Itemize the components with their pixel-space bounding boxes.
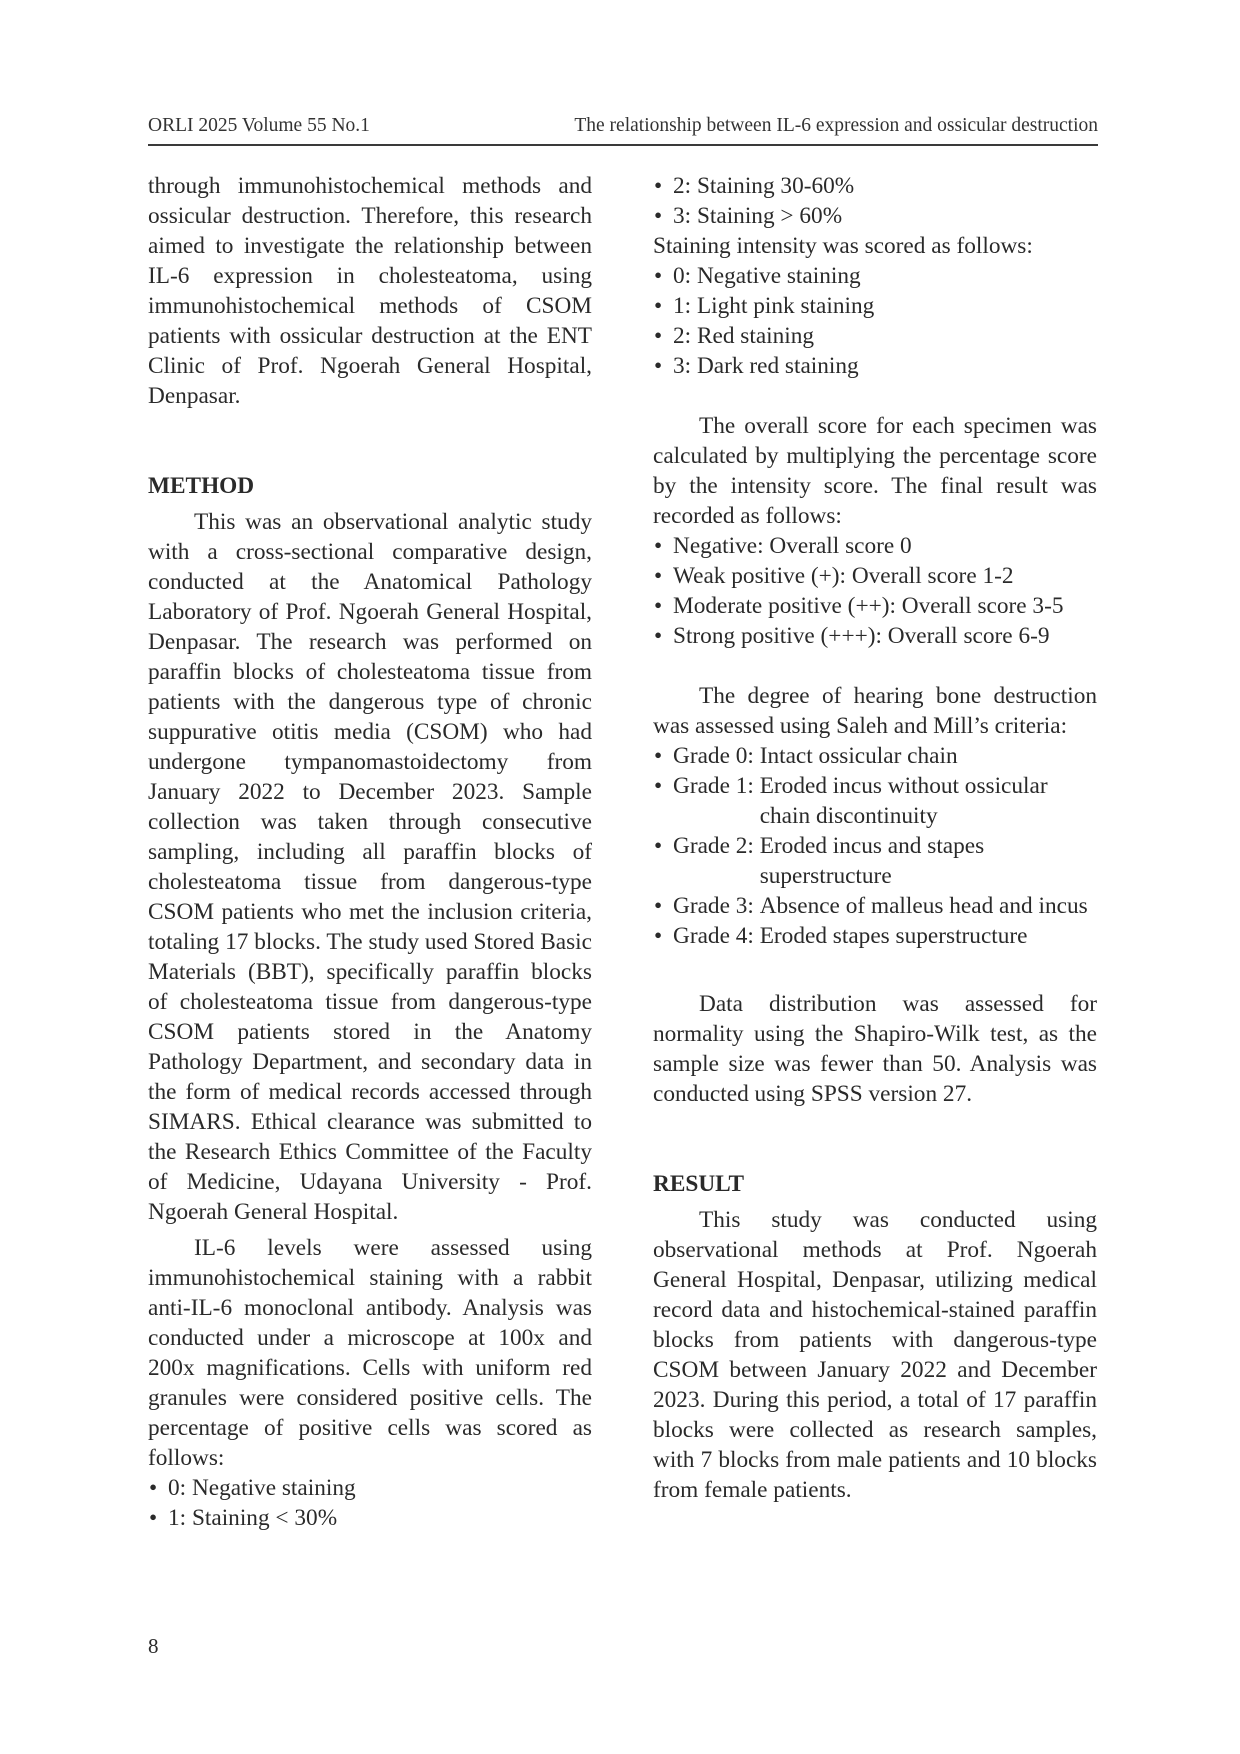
list-item: • 2: Staining 30-60% <box>653 171 1097 201</box>
grade-value: Intact ossicular chain <box>759 743 958 769</box>
list-item: • Strong positive (+++): Overall score 6-9 <box>653 621 1097 651</box>
list-item: • Negative: Overall score 0 <box>653 531 1097 561</box>
right-column <box>653 171 1097 1505</box>
overall-score-list <box>653 531 1097 651</box>
data-analysis-paragraph: Data distribution was assessed for normality using the Shapiro-Wilk test, as the sample size was fewer than 50. Analysis was conducted using SPSS version 27. <box>653 991 1097 1107</box>
grade-value: Eroded stapes superstructure <box>759 923 1028 949</box>
percentage-score-list <box>148 1473 592 1533</box>
grade-key: • Grade 4: <box>673 923 760 949</box>
list-item: • 3: Staining > 60% <box>653 201 1097 231</box>
list-item: • 3: Dark red staining <box>653 351 1097 381</box>
header-rule <box>148 144 1098 146</box>
grade-value: Eroded incus without ossicular chain discontinuity <box>759 773 1048 829</box>
grade-key: • Grade 1: <box>673 773 760 799</box>
list-item: • 0: Negative staining <box>148 1473 592 1503</box>
list-item <box>653 741 1097 771</box>
overall-score-paragraph: The overall score for each specimen was calculated by multiplying the percentage score by the intensity score. The final result was recorded as follows: <box>653 413 1097 529</box>
method-paragraph-2: IL-6 levels were assessed using immunohistochemical staining with a rabbit anti-IL-6 monoclonal antibody. Analysis was conducted under a microscope at 100x and 200x magnifications. Cells with uniform red granules were considered positive cells. The percentage of positive cells was scored as follows: <box>148 1235 592 1471</box>
list-item: • 0: Negative staining <box>653 261 1097 291</box>
list-item <box>653 921 1097 951</box>
grade-value: Eroded incus and stapes superstructure <box>759 833 985 889</box>
grade-value: Absence of malleus head and incus <box>759 893 1088 919</box>
result-heading: RESULT <box>653 1171 745 1197</box>
left-column <box>148 171 592 1533</box>
intensity-intro: Staining intensity was scored as follows: <box>653 233 1033 259</box>
list-item: • Moderate positive (++): Overall score 3-5 <box>653 591 1097 621</box>
method-heading: METHOD <box>148 473 255 499</box>
list-item <box>653 771 1097 831</box>
page-number: 8 <box>148 1634 159 1658</box>
result-paragraph: This study was conducted using observational methods at Prof. Ngoerah General Hospital, Denpasar, utilizing medical record data and histochemical-stained paraffin blocks from patients with dangerous-type CSOM between January 2022 and December 2023. During this period, a total of 17 paraffin blocks were collected as research samples, with 7 blocks from male patients and 10 blocks from female patients. <box>653 1207 1097 1503</box>
list-item: • 1: Staining < 30% <box>148 1503 592 1533</box>
running-title: The relationship between IL-6 expression and ossicular destruction <box>574 115 1098 136</box>
percentage-score-list-continued <box>653 171 1097 231</box>
list-item: • 2: Red staining <box>653 321 1097 351</box>
grade-list <box>653 741 1097 951</box>
running-header <box>148 112 1098 140</box>
intro-paragraph-end: through immunohistochemical methods and ossicular destruction. Therefore, this research aimed to investigate the relationship between IL-6 expression in cholesteatoma, using immunohistochemical methods of CSOM patients with ossicular destruction at the ENT Clinic of Prof. Ngoerah General Hospital, Denpasar. <box>148 173 592 409</box>
grade-key: • Grade 0: <box>673 743 760 769</box>
grade-key: • Grade 3: <box>673 893 760 919</box>
ossicular-degree-paragraph: The degree of hearing bone destruction was assessed using Saleh and Mill’s criteria: <box>653 683 1097 739</box>
list-item: • Weak positive (+): Overall score 1-2 <box>653 561 1097 591</box>
method-paragraph-1: This was an observational analytic study with a cross-sectional comparative design, conducted at the Anatomical Pathology Laboratory of Prof. Ngoerah General Hospital, Denpasar. The research was performed on paraffin blocks of cholesteatoma tissue from patients with the dangerous type of chronic suppurative otitis media (CSOM) who had undergone tympanomastoidectomy from January 2022 to December 2023. Sample collection was taken through consecutive sampling, including all paraffin blocks of cholesteatoma tissue from dangerous-type CSOM patients who met the inclusion criteria, totaling 17 blocks. The study used Stored Basic Materials (BBT), specifically paraffin blocks of cholesteatoma tissue from dangerous-type CSOM patients stored in the Anatomy Pathology Department, and secondary data in the form of medical records accessed through SIMARS. Ethical clearance was submitted to the Research Ethics Committee of the Faculty of Medicine, Udayana University - Prof. Ngoerah General Hospital. <box>148 509 592 1225</box>
list-item <box>653 831 1097 891</box>
journal-issue: ORLI 2025 Volume 55 No.1 <box>148 115 370 136</box>
list-item <box>653 891 1097 921</box>
grade-key: • Grade 2: <box>673 833 760 859</box>
list-item: • 1: Light pink staining <box>653 291 1097 321</box>
intensity-score-list <box>653 261 1097 381</box>
